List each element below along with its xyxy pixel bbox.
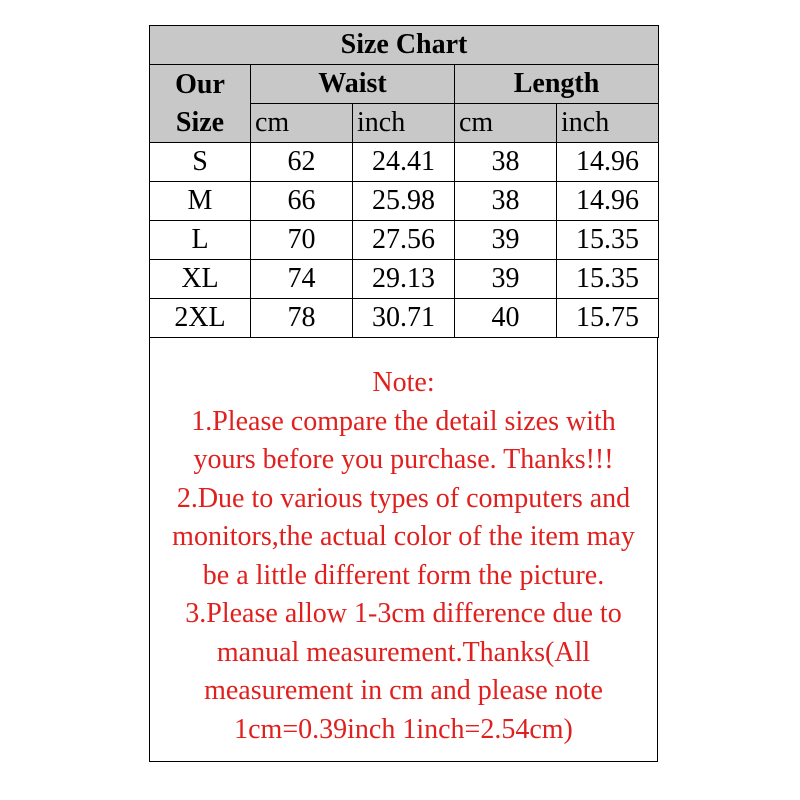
size-cell: L [150, 221, 251, 260]
size-chart-table [149, 25, 659, 338]
note-line: be a little different form the picture. [202, 559, 605, 591]
table-row [150, 182, 659, 221]
size-chart-title: Size Chart [150, 26, 659, 65]
length-cm-cell: 38 [455, 143, 557, 182]
note-line: measurement in cm and please note [204, 675, 603, 706]
table-row [150, 299, 659, 338]
length-inch-cell: 15.35 [557, 221, 659, 260]
table-row [150, 143, 659, 182]
note-heading: Note: [372, 367, 435, 398]
waist-inch-header: inch [353, 104, 455, 143]
waist-cm-cell: 74 [251, 260, 353, 299]
waist-inch-cell: 24.41 [353, 143, 455, 182]
note-line: 3.Please allow 1-3cm difference due to [185, 598, 622, 629]
length-cm-cell: 39 [455, 260, 557, 299]
waist-cm-cell: 70 [251, 221, 353, 260]
length-inch-cell: 15.35 [557, 260, 659, 299]
length-inch-header: inch [557, 104, 659, 143]
note-line: monitors,the actual color of the item may [172, 521, 635, 552]
waist-inch-cell: 29.13 [353, 260, 455, 299]
length-inch-cell: 14.96 [557, 182, 659, 221]
note-line: 1cm=0.39inch 1inch=2.54cm) [234, 713, 573, 745]
waist-cm-cell: 62 [251, 143, 353, 182]
length-cm-cell: 38 [455, 182, 557, 221]
waist-header: Waist [251, 65, 455, 104]
length-inch-cell: 15.75 [557, 299, 659, 338]
size-cell: M [150, 182, 251, 221]
size-note [150, 364, 657, 749]
waist-cm-cell: 66 [251, 182, 353, 221]
our-size-line2: Size [175, 106, 225, 138]
waist-inch-cell: 30.71 [353, 299, 455, 338]
size-cell: S [150, 143, 251, 182]
length-cm-cell: 40 [455, 299, 557, 338]
note-line: manual measurement.Thanks(All [216, 636, 591, 668]
waist-inch-cell: 25.98 [353, 182, 455, 221]
note-line: 1.Please compare the detail sizes with [191, 405, 616, 437]
our-size-header [150, 65, 251, 143]
note-line: yours before you purchase. Thanks!!! [193, 444, 614, 475]
length-header: Length [455, 65, 659, 104]
length-inch-cell: 14.96 [557, 143, 659, 182]
note-line: 2.Due to various types of computers and [176, 482, 631, 514]
length-cm-cell: 39 [455, 221, 557, 260]
table-row [150, 221, 659, 260]
size-cell: XL [150, 260, 251, 299]
table-row [150, 260, 659, 299]
waist-inch-cell: 27.56 [353, 221, 455, 260]
length-cm-header: cm [455, 104, 557, 143]
waist-cm-cell: 78 [251, 299, 353, 338]
waist-cm-header: cm [251, 104, 353, 143]
size-cell: 2XL [150, 299, 251, 338]
our-size-line1: Our [175, 68, 225, 100]
